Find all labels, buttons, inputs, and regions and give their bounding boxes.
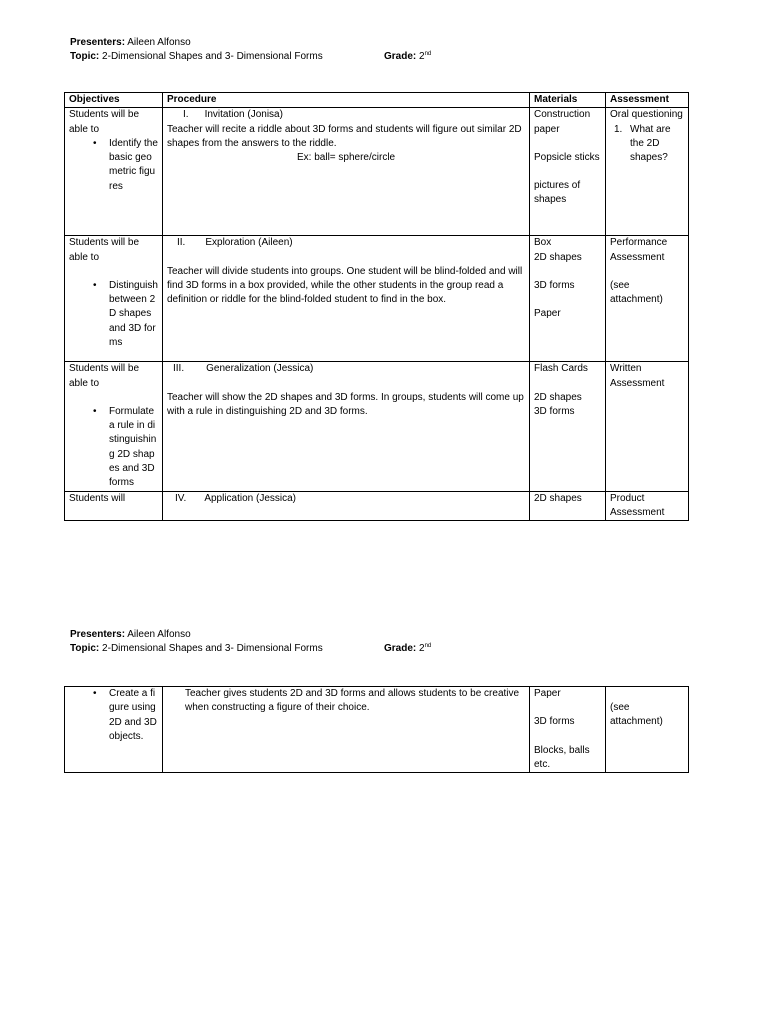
table-row [65, 362, 689, 491]
lesson-plan-table-continued [64, 686, 689, 773]
col-procedure: Procedure [163, 93, 530, 108]
assessment-question: 1. What are the 2D shapes? [614, 123, 671, 164]
table-row [65, 491, 689, 521]
procedure-text: Teacher will show the 2D shapes and 3D forms. In groups, students will come up with a rule in distinguishing 2D and 3D forms. [167, 391, 524, 417]
procedure-cell [163, 108, 530, 236]
table-row [65, 236, 689, 362]
procedure-heading: IV. Application (Jessica) [175, 492, 297, 504]
assessment-cell: Written Assessment [606, 362, 689, 491]
objective-cell: Students will be able to • Identify the basic geometric figures [65, 108, 163, 236]
objective-item: • Create a figure using 2D and 3D objects. [109, 687, 158, 744]
presenters-line: Presenters: Aileen Alfonso [70, 37, 191, 48]
procedure-heading: II. Exploration (Aileen) [177, 237, 293, 249]
grade-label: Grade: 2nd [384, 51, 432, 63]
lesson-plan-table [64, 92, 689, 521]
objective-cell: Students will [65, 491, 163, 521]
topic-line: Topic: 2-Dimensional Shapes and 3- Dimensional Forms Grade: 2nd [70, 50, 323, 64]
objective-cell: Students will be able to • Formulate a rule in distinguishing 2D shapes and 3D forms [65, 362, 163, 491]
materials-cell: Construction paper Popsicle sticks pictures of shapes [530, 108, 606, 236]
col-assessment: Assessment [606, 93, 689, 108]
objective-cell [65, 687, 163, 773]
grade-label: Grade: 2nd [384, 643, 432, 655]
procedure-cell [163, 491, 530, 521]
procedure-text: Teacher will recite a riddle about 3D forms and students will figure out similar 2D shapes from the answers to the riddle. [167, 123, 522, 149]
assessment-cell: (see attachment) [606, 687, 689, 773]
procedure-text: Teacher gives students 2D and 3D forms and allows students to be creative when constructing a figure of their choice. [185, 688, 520, 714]
col-materials: Materials [530, 93, 606, 108]
procedure-heading: III. Generalization (Jessica) [173, 363, 314, 375]
procedure-cell [163, 687, 530, 773]
table-row [65, 108, 689, 236]
page1-header [70, 36, 432, 65]
materials-cell: Flash Cards 2D shapes 3D forms [530, 362, 606, 491]
assessment-cell: Product Assessment [606, 491, 689, 521]
objective-item: • Formulate a rule in distinguishing 2D shapes and 3D forms [109, 405, 158, 491]
objective-cell: Students will be able to • Distinguish between 2D shapes and 3D forms [65, 236, 163, 362]
materials-cell: 2D shapes [530, 491, 606, 521]
procedure-example: Ex: ball= sphere/circle [297, 152, 396, 164]
table-header-row [65, 93, 689, 108]
assessment-cell: Oral questioning 1. What are the 2D shapes? [606, 108, 689, 236]
table-row [65, 687, 689, 773]
materials-cell: Box 2D shapes 3D forms Paper [530, 236, 606, 362]
presenters-line: Presenters: Aileen Alfonso [70, 629, 191, 640]
objective-item: • Distinguish between 2D shapes and 3D forms [109, 279, 158, 350]
assessment-cell: Performance Assessment (see attachment) [606, 236, 689, 362]
procedure-text: Teacher will divide students into groups. One student will be blind-folded and will find 3D forms in a box provided, while the other students in the group read a definition or riddle for the blind-folded student to find in the box. [167, 265, 523, 306]
procedure-heading: I. Invitation (Jonisa) [183, 109, 283, 121]
materials-cell: Paper 3D forms Blocks, balls etc. [530, 687, 606, 773]
procedure-cell [163, 362, 530, 491]
col-objectives: Objectives [65, 93, 163, 108]
procedure-cell [163, 236, 530, 362]
topic-line: Topic: 2-Dimensional Shapes and 3- Dimensional Forms Grade: 2nd [70, 642, 323, 656]
objective-item: • Identify the basic geometric figures [109, 137, 158, 194]
page2-header [70, 628, 432, 657]
